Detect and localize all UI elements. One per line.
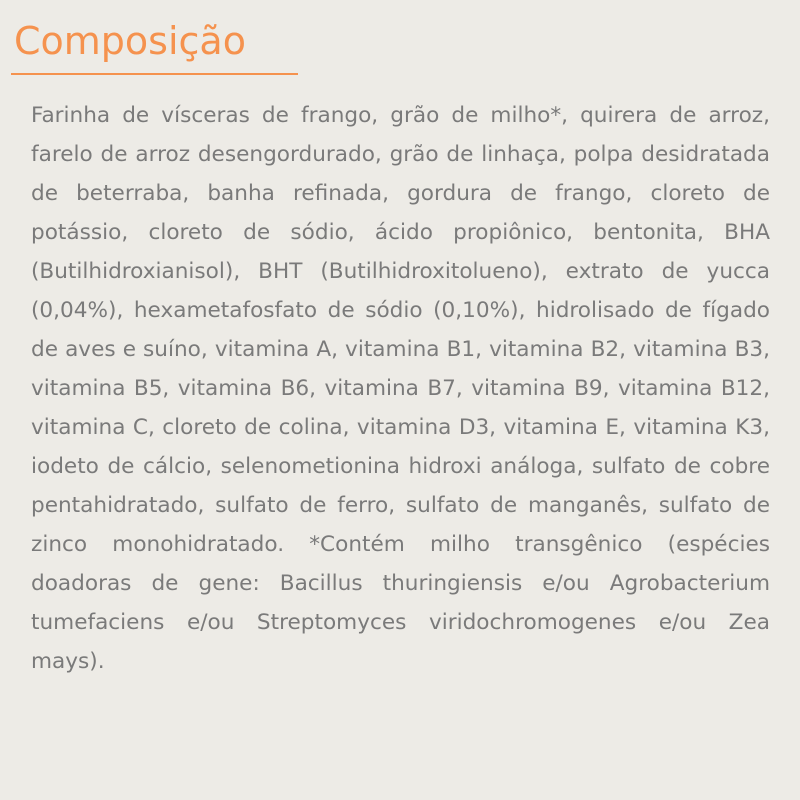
composition-text: Farinha de vísceras de frango, grão de milho*, quirera de arroz, farelo de arroz desengordurado, grão de linhaça, polpa desidratada de beterraba, banha refinada, gordura de frango, cloreto de potássio, cloreto de sódio, ácido propiônico, bentonita, BHA (Butilhidroxianisol), BHT (Butilhidroxitolueno), extrato de yucca (0,04%), hexametafosfato de sódio (0,10%), hidrolisado de fígado de aves e suíno, vitamina A, vitamina B1, vitamina B2, vitamina B3, vitamina B5, vitamina B6, vitamina B7, vitamina B9, vitamina B12, vitamina C, cloreto de colina, vitamina D3, vitamina E, vitamina K3, iodeto de cálcio, selenometionina hidroxi análoga, sulfato de cobre pentahidratado, sulfato de ferro, sulfato de manganês, sulfato de zinco monohidratado. *Contém milho transgênico (espécies doadoras de gene: Bacillus thuringiensis e/ou Agrobacterium tumefaciens e/ou Streptomyces viridochromogenes e/ou Zea mays). xyxy=(31,103,770,674)
title-underline xyxy=(11,73,298,75)
page-title: Composição xyxy=(14,19,246,63)
